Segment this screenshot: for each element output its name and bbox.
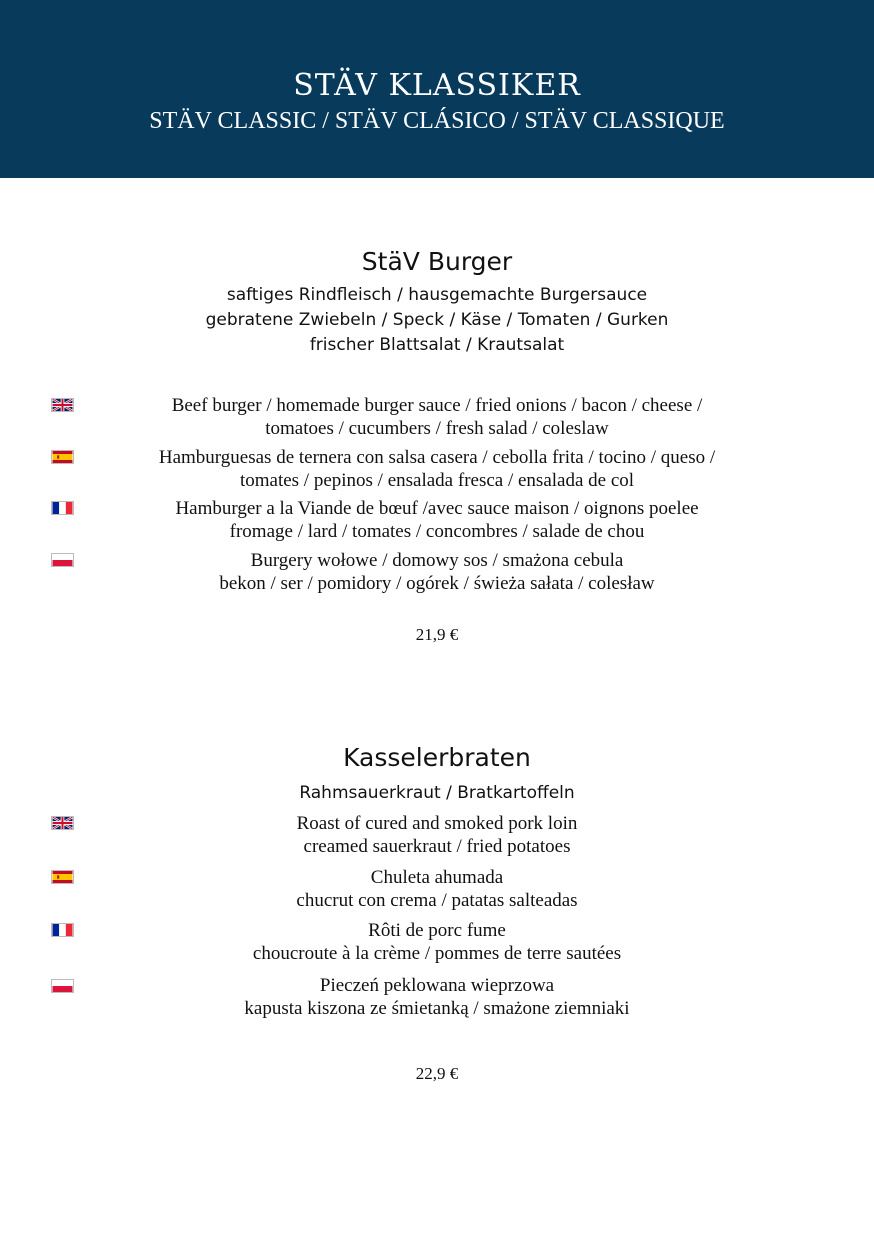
translation-line: Roast of cured and smoked pork loin	[296, 813, 578, 834]
translation-line: creamed sauerkraut / fried potatoes	[303, 836, 571, 857]
translation-line: chucrut con crema / patatas salteadas	[296, 890, 578, 911]
price: 22,9 €	[415, 1064, 459, 1083]
translation-line: Pieczeń peklowana wieprzowa	[319, 975, 555, 996]
description-de-line: Rahmsauerkraut / Bratkartoffeln	[299, 783, 575, 803]
translation-line: bekon / ser / pomidory / ogórek / świeża sałata / colesław	[219, 573, 655, 594]
translation-line: Hamburguesas de ternera con salsa casera / cebolla frita / tocino / queso /	[158, 447, 716, 468]
translation-line: Rôti de porc fume	[368, 920, 506, 941]
translation-line: fromage / lard / tomates / concombres / salade de chou	[229, 521, 645, 542]
translation-line: Hamburger a la Viande de bœuf /avec sauce maison / oignons poelee	[175, 498, 699, 519]
translation-line: Chuleta ahumada	[370, 867, 504, 888]
translation-line: kapusta kiszona ze śmietanką / smażone ziemniaki	[244, 998, 630, 1019]
page-title: STÄV KLASSIKER	[293, 68, 581, 103]
header-banner	[0, 0, 874, 178]
description-de-line: gebratene Zwiebeln / Speck / Käse / Tomaten / Gurken	[205, 310, 669, 330]
translation-line: tomates / pepinos / ensalada fresca / ensalada de col	[239, 470, 635, 491]
translation-line: Beef burger / homemade burger sauce / fried onions / bacon / cheese /	[171, 395, 703, 416]
dish-name: Kasselerbraten	[343, 743, 531, 772]
page-subtitle: STÄV CLASSIC / STÄV CLÁSICO / STÄV CLASSIQUE	[149, 108, 725, 134]
price: 21,9 €	[415, 625, 459, 644]
translation-line: Burgery wołowe / domowy sos / smażona cebula	[250, 550, 624, 571]
dish-name: StäV Burger	[361, 247, 513, 276]
description-de-line: frischer Blattsalat / Krautsalat	[309, 335, 565, 355]
description-de-line: saftiges Rindfleisch / hausgemachte Burgersauce	[226, 285, 648, 305]
translation-line: choucroute à la crème / pommes de terre sautées	[252, 943, 622, 964]
translation-line: tomatoes / cucumbers / fresh salad / coleslaw	[265, 418, 609, 439]
